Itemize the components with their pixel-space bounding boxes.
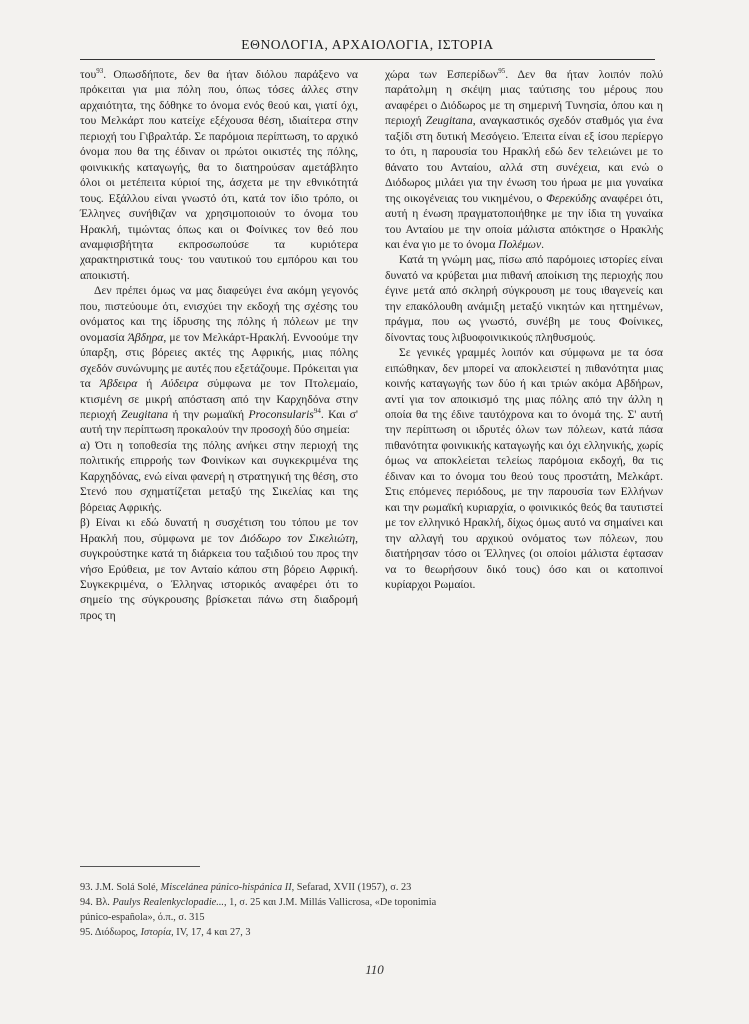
text-run: , συγκρούστηκε κατά τη διάρκεια του ταξιδιού του προς την νήσο Ερύθεια, με τον Ανταίο κάπου στη βόρειο Αφρική. Συγκεκριμένα, ο Έλληνας ιστορικός αναφέρει ότι το σημείο της σύγκρουσης βρίσκεται πάνω στη διαδρομή προς τη <box>80 531 358 622</box>
italic-term: Zeugitana <box>425 114 473 128</box>
text-run: 93. J.M. Solá Solé, <box>80 882 161 893</box>
right-column <box>385 67 663 592</box>
paragraph <box>80 283 358 438</box>
text-run: . Οπωσδήποτε, δεν θα ήταν διόλου παράξενο να πρόκειται για μια πόλη που, όπως τόσες άλλες στην αρχαιότητα, της δόθηκε το όνομα ενός θεού και, γιατί όχι, του Μελκάρτ που κατείχε εξέχουσα θέση, ιδιαίτερα στην περιοχή του Γιβραλτάρ. Σε παρόμοια περίπτωση, το αρχικό όνομα που θα της έδιναν οι πρώτοι οικιστές της πόλης, φοινικικής καταγωγής, θα το διατηρούσαν αμετάβλητο όλοι οι μετέπειτα κύριοί της, άσχετα με την εθνικότητά τους. Εξάλλου είναι γνωστό ότι, κατά τον ίδιο τρόπο, οι Έλληνες συνήθιζαν να χρησιμοποιούν το όνομα του Ηρακλή, τιμώντας όπως και οι Φοίνικες τον θεό που αναμφισβήτητα εκπροσωπούσε τα κυριότερα χαρακτηριστικά τους· του ναυτικού του εμπόρου και του αποικιστή. <box>80 68 358 282</box>
text-run: χώρα των Εσπερίδων <box>385 68 499 81</box>
footnote-93 <box>80 880 655 895</box>
text-run: του <box>80 68 97 81</box>
text-run: , IV, 17, 4 και 27, 3 <box>171 927 251 938</box>
italic-term: Proconsularis <box>248 407 314 421</box>
text-run: β) Είναι κι εδώ δυνατή η συσχέτιση του τόπου με τον Ηρακλή που, σύμφωνα με τον <box>80 516 358 545</box>
italic-title: Ιστορία <box>140 927 172 938</box>
italic-title: Miscelánea púnico-hispánica II <box>160 882 292 893</box>
running-header: ΕΘΝΟΛΟΓΙΑ, ΑΡΧΑΙΟΛΟΓΙΑ, ΙΣΤΟΡΙΑ <box>241 37 494 52</box>
text-run: , με τον Μελκάρτ-Ηρακλή. Εννοούμε την ύπαρξη, στις βόρειες ακτές της Αφρικής, μιας πόλης σχεδόν συνώνυμης με αυτές που εξετάζουμε. Πρόκειται για τα <box>80 330 358 391</box>
italic-term: Άβδειρα <box>99 377 138 391</box>
paragraph: Κατά τη γνώμη μας, πίσω από παρόμοιες ιστορίες είναι δυνατό να κρύβεται μια πιθανή αποίκιση της περιοχής που έγινε μετά από σκληρή σύγκρουση με τους ιθαγενείς και την επακόλουθη ανάμιξη μεταξύ νικητών και ηττημένων, πράγμα, που ως γνωστό, συνέβη με τους Φοίνικες, δίνοντας τους λιβυοφοινικικούς πληθυσμούς. <box>385 253 663 344</box>
footnotes <box>80 880 655 940</box>
footnote-ref-93[interactable]: 93 <box>96 67 104 76</box>
italic-term: Zeugitana <box>121 407 169 421</box>
header-rule <box>80 59 655 60</box>
footnote-95 <box>80 925 655 940</box>
text-run: . Δεν θα ήταν λοιπόν πολύ παράτολμη η σκέψη μιας ταύτισης του μέρους που αναφέρει ο Διόδωρος με τη σημερινή Τυνησία, όπου και η περιοχή <box>385 68 663 128</box>
italic-title: Paulys Realenkyclopadie... <box>112 897 224 908</box>
paragraph <box>385 67 663 252</box>
text-run: Δεν πρέπει όμως να μας διαφεύγει ένα ακόμη γεγονός που, πιστεύουμε ότι, ενισχύει την εκδοχή της σχέσης του ονόματος και της ίδρυσης της πόλης ή πόλεων με την ονομασία <box>80 284 358 344</box>
paragraph: α) Ότι η τοποθεσία της πόλης ανήκει στην περιοχή της πολιτικής επιρροής των Φοινίκων και συγκεκριμένα της Καρχηδόνας, ενώ είναι φανερή η στρατηγική της θέση, στο Στενό που σχηματίζεται μεταξύ της Σικελίας και της βόρειας Αφρικής. <box>80 438 358 514</box>
text-run: 94. Βλ. <box>80 897 113 908</box>
footnote-rule <box>80 866 200 867</box>
left-column <box>80 67 358 623</box>
footnote-94 <box>80 895 655 910</box>
paragraph: Σε γενικές γραμμές λοιπόν και σύμφωνα με τα όσα ειπώθηκαν, δεν μπορεί να αποκλειστεί η πιθανότητα μιας κοινής καταγωγής των δύο ή και τριών ακόμα Αβδήρων, αντί για τον αποικισμό της μιας πόλης από την άλλη η οποία θα της έδινε ταυτόχρονα και το όνομά της. Σ' αυτή την περίπτωση οι ιδρυτές όλων των πόλεων, κατά πάσα πιθανότητα φοινικικής καταγωγής και όχι ελληνικής, χωρίς όμως να αποκλείεται τελείως παρόμοια εκδοχή, θα τις έδιναν και το όνομα του θεού τους προστάτη, Μελκάρτ. Στις επόμενες περιόδους, με την παρουσία των Ελλήνων και την ρωμαϊκή κυριαρχία, ο φοινικικός θεός θα ταυτιστεί με τον ελληνικό Ηρακλή, δίχως όμως αυτό να σημαίνει και την αλλαγή του αρχικού ονόματος των πόλεων, που διατήρησαν τόσο οι Έλληνες (οι οποίοι μάλιστα έφτασαν να το θεωρήσουν δικό τους) όσο και οι κατοπινοί κυρίαρχοι Ρωμαίοι. <box>385 346 663 591</box>
text-run: . <box>541 237 545 251</box>
text-run: 95. Διόδωρος, <box>80 927 141 938</box>
text-run: , 1, σ. 25 και J.M. Millás Vallicrosa, «De toponimia <box>223 897 437 908</box>
italic-term: Διόδωρο τον Σικελιώτη <box>240 531 356 545</box>
footnote-ref-94[interactable]: 94 <box>313 407 321 416</box>
paragraph <box>80 515 358 623</box>
text-run: ή την ρωμαϊκή <box>168 407 249 421</box>
footnote-ref-95[interactable]: 95 <box>498 67 506 76</box>
text-run: ή <box>137 377 162 391</box>
text-run: αναφέρει ότι, αυτή η ένωση πραγματοποιήθηκε με την ίδια τη γυναίκα του Ανταίου με την οποία μάλιστα απόκτησε ο Ηρακλής και ένα γιο με το όνομα <box>385 191 664 251</box>
text-run: . Και σ' αυτή την περίπτωση προκαλούν την προσοχή δύο σημεία: <box>80 407 359 437</box>
text-run: σύμφωνα με τον Πτολεμαίο, κτισμένη σε μικρή απόσταση από την Καρχηδόνα στην περιοχή <box>80 377 358 421</box>
italic-term: Άβδηρα <box>127 330 164 344</box>
footnote-94-cont: púnico-española», ό.π., σ. 315 <box>80 912 205 923</box>
italic-term: Αύδειρα <box>161 377 199 391</box>
paragraph <box>80 67 358 283</box>
italic-term: Πολέμων <box>498 237 542 251</box>
text-run: , Sefarad, XVII (1957), σ. 23 <box>291 882 412 893</box>
italic-term: Φερεκύδης <box>546 191 597 205</box>
text-run: , αναγκαστικός σχεδόν σταθμός για ένα ταξίδι στη δυτική Μεσόγειο. Έπειτα είναι εξ ίσου περίεργο το ότι, η παρουσία του Ηρακλή εδώ δεν τελειώνει με το θάνατο του Ανταίου, αλλά στη συνέχεια, και ενώ ο Διόδωρος μιλάει για την ένωση του ήρωα με μια γυναίκα της οικογένειας του νικημένου, ο <box>385 114 663 205</box>
page-number: 110 <box>365 962 384 977</box>
